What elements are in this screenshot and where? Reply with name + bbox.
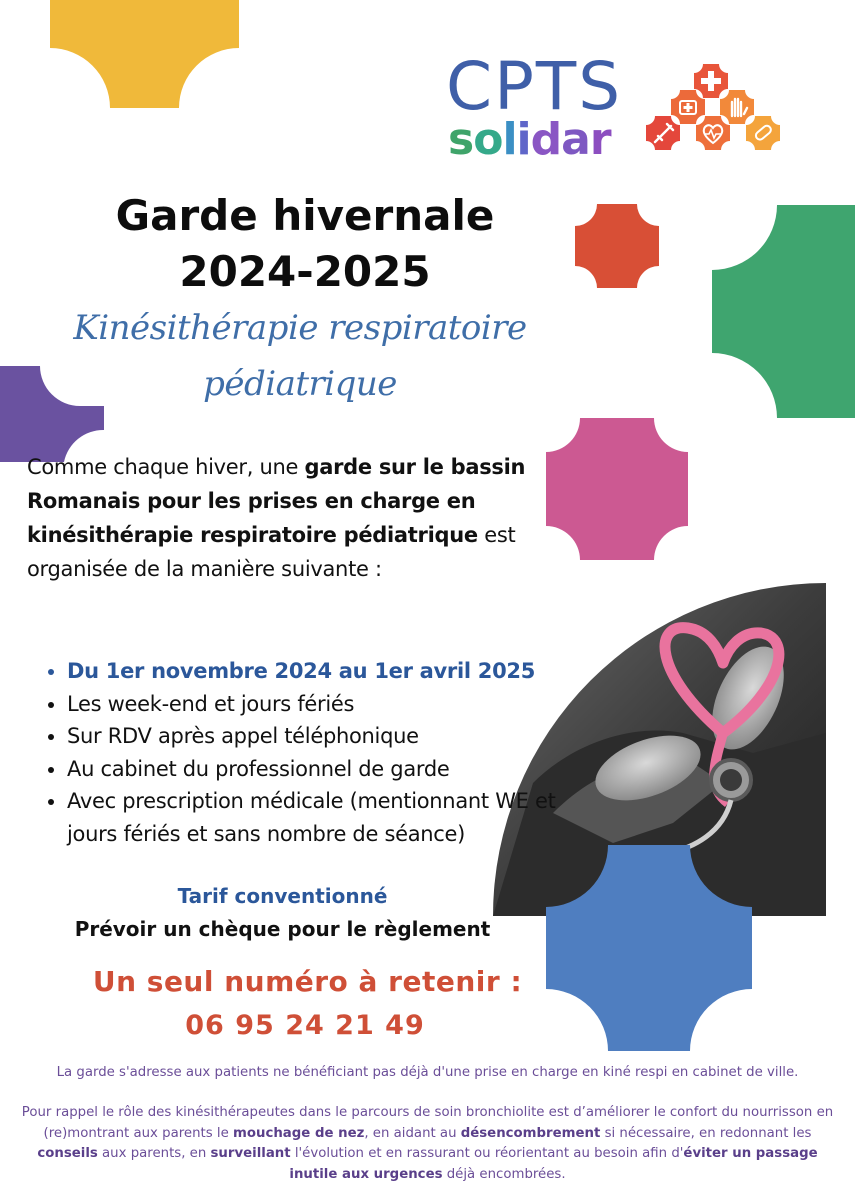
intro-text-end: est organisée de la manière suivante : — [27, 523, 516, 581]
reminder-text: Pour rappel le rôle des kinésithérapeutes dans le parcours de soin bronchiolite est d’améliorer le confort du nourrisson en (re)montrant aux parents le — [21, 1105, 834, 1141]
list-item-dates: • Du 1er novembre 2024 au 1er avril 2025 — [67, 655, 567, 688]
reminder-bold: conseils — [37, 1146, 98, 1161]
reminder-paragraph — [20, 1103, 835, 1185]
logo-letter: l — [502, 114, 517, 165]
phone-number: 06 95 24 21 49 — [185, 1010, 425, 1041]
reminder-text: aux parents, en — [97, 1146, 211, 1161]
yellow-cross-shape — [50, 0, 239, 108]
reminder-bold: mouchage de nez — [233, 1125, 365, 1141]
reminder-text: si nécessaire, en redonnant les — [600, 1125, 812, 1141]
logo-letter: s — [448, 114, 474, 165]
reminder-text: , en aidant au — [364, 1125, 461, 1141]
plus-cross-icon — [694, 64, 728, 98]
cheque-text: Prévoir un chèque pour le règlement — [74, 917, 491, 941]
subtitle-line-2: pédiatrique — [203, 364, 397, 404]
list-item: • Les week-end et jours fériés — [67, 688, 567, 721]
list-item: • Avec prescription médicale (mentionnant WE et jours fériés et sans nombre de séance) — [67, 785, 567, 850]
title-line-2: 2024-2025 — [179, 247, 431, 296]
intro-text: Comme chaque hiver, une — [27, 455, 305, 479]
tarif-text: Tarif conventionné — [177, 884, 388, 908]
logo-letter: o — [473, 114, 503, 165]
reminder-text: l'évolution et en rassurant ou réorientant au besoin afin d' — [290, 1146, 684, 1161]
intro-bold-text: garde sur le bassin Romanais pour les prises en charge en kinésithérapie respiratoire pédiatrique — [27, 455, 526, 547]
title-line-1: Garde hivernale — [115, 191, 495, 240]
heart-pulse-icon — [696, 116, 730, 150]
eligibility-note: La garde s'adresse aux patients ne bénéficiant pas déjà d'une prise en charge en kiné respi en cabinet de ville. — [56, 1065, 799, 1080]
reminder-text: déjà encombrées. — [442, 1166, 566, 1182]
logo-letter: a — [561, 114, 590, 165]
intro-paragraph — [27, 450, 527, 586]
reminder-bold: surveillant — [210, 1146, 291, 1161]
cpts-solidar-logo — [446, 48, 796, 170]
logo-solidar-text — [448, 114, 611, 165]
reminder-bold: désencombrement — [460, 1125, 601, 1141]
details-list — [45, 655, 567, 850]
page-title — [0, 188, 610, 300]
subtitle-line-1: Kinésithérapie respiratoire — [73, 308, 527, 348]
logo-letter: r — [589, 114, 611, 165]
syringe-icon — [646, 116, 680, 150]
first-aid-kit-icon — [671, 90, 705, 124]
logo-cpts-text: CPTS — [446, 48, 623, 125]
reminder-bold: éviter un passage inutile aux urgences — [289, 1146, 818, 1182]
pink-cross-shape — [546, 418, 688, 560]
list-item: • Sur RDV après appel téléphonique — [67, 720, 567, 753]
logo-letter: d — [530, 114, 562, 165]
contact-label: Un seul numéro à retenir : — [92, 965, 523, 998]
logo-letter: i — [516, 114, 531, 165]
green-cross-shape — [712, 205, 855, 418]
logo-crosses-group — [646, 60, 796, 160]
list-item: • Au cabinet du professionnel de garde — [67, 753, 567, 786]
hand-icon — [720, 90, 754, 124]
page-subtitle — [0, 300, 600, 412]
pill-icon — [746, 116, 780, 150]
